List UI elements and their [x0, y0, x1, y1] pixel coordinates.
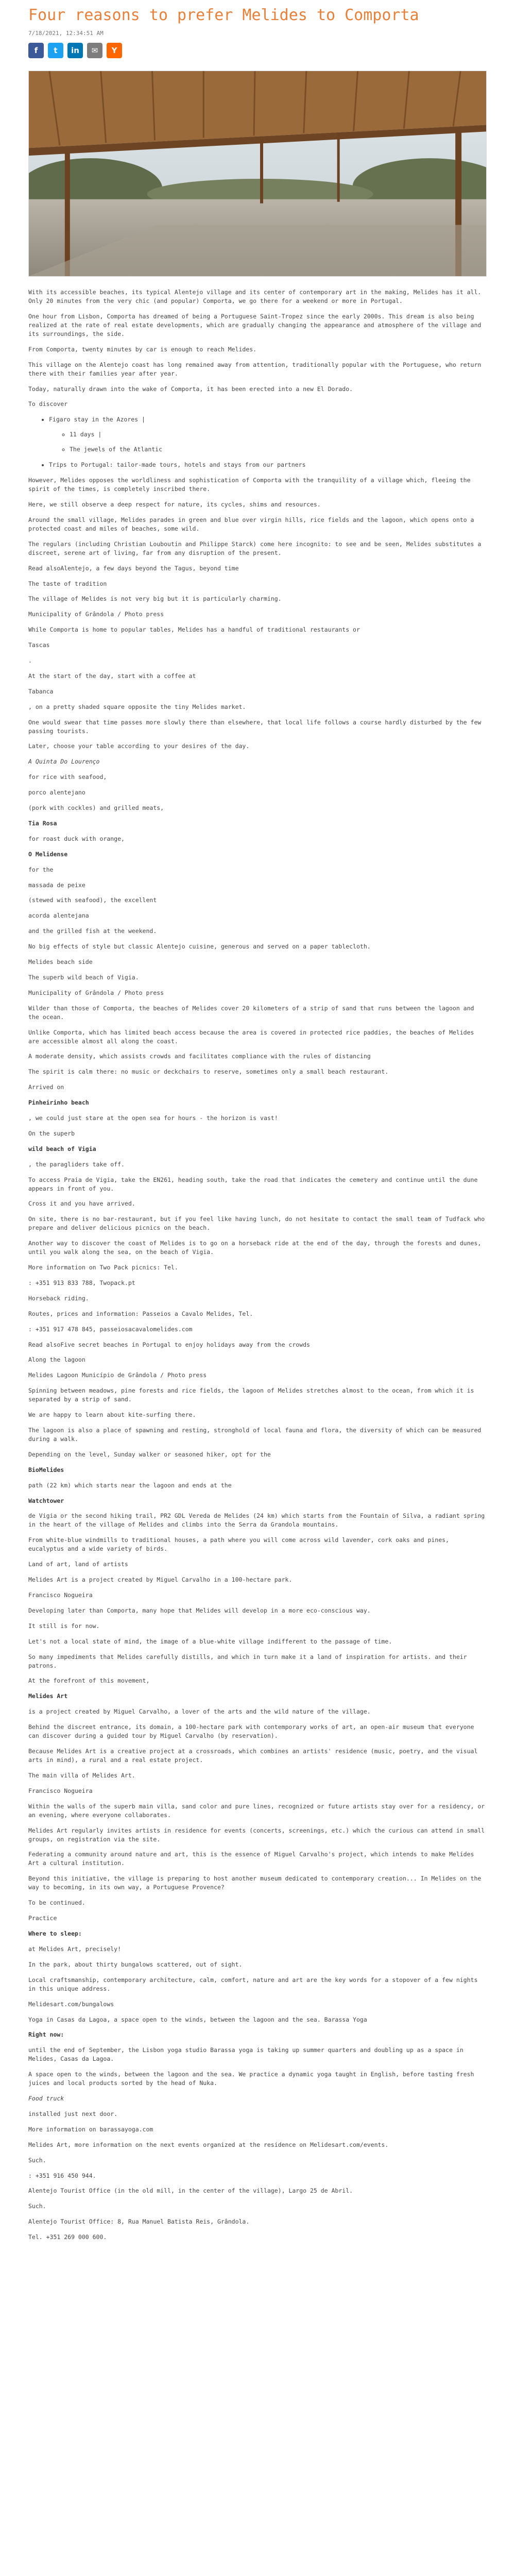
- y-icon: Y: [111, 46, 117, 55]
- paragraph: We are happy to learn about kite-surfing there.: [28, 1411, 196, 1419]
- paragraph: Alentejo Tourist Office: 8, Rua Manuel Batista Reis, Grândola.: [28, 2218, 250, 2226]
- paragraph: In the park, about thirty bungalows scattered, out of sight.: [28, 1960, 243, 1968]
- facebook-icon: f: [34, 46, 38, 55]
- twitter-share-button[interactable]: [48, 43, 63, 58]
- paragraph: Melides Lagoon Município de Grândola / Photo press: [28, 1371, 207, 1379]
- paragraph: for the: [28, 866, 54, 873]
- paragraph: , the paragliders take off.: [28, 1160, 125, 1168]
- paragraph: Read alsoAlentejo, a few days beyond the Tagus, beyond time: [28, 564, 239, 572]
- paragraph: Tascas: [28, 641, 50, 649]
- paragraph: Melides beach side: [28, 958, 93, 965]
- paragraph: for rice with seafood,: [28, 773, 107, 781]
- paragraph: One hour from Lisbon, Comporta has dreamed of being a Portuguese Saint-Tropez since the early 2000s. This dream is also being realized at the rate of real estate developments, which are gradually changing the appearance and atmosphere of the village and its surroundings, the side.: [28, 312, 482, 337]
- paragraph: Practice: [28, 1914, 57, 1922]
- paragraph: Tabanca: [28, 687, 54, 695]
- paragraph: Municipality of Grândola / Photo press: [28, 611, 164, 618]
- twitter-icon: t: [54, 46, 58, 55]
- paragraph: To access Praia de Vigia, take the EN261, heading south, take the road that indicates the cemetery and continue until the dune appears in front of you.: [28, 1176, 478, 1192]
- paragraph: Unlike Comporta, which has limited beach access because the area is covered in protected rice paddies, the beaches of Melides are accessible almost all along the coast.: [28, 1028, 474, 1045]
- paragraph: Read alsoFive secret beaches in Portugal to enjoy holidays away from the crowds: [28, 1341, 310, 1348]
- paragraph: Let's not a local state of mind, the image of a blue-white village indifferent to the passage of time.: [28, 1637, 392, 1645]
- paragraph: Land of art, land of artists: [28, 1561, 128, 1568]
- paragraph: One would swear that time passes more slowly there than elsewhere, that local life follows a course hardly disturbed by the few passing tourists.: [28, 718, 482, 735]
- paragraph: Here, we still observe a deep respect for nature, its cycles, shims and resources.: [28, 501, 321, 509]
- paragraph: It still is for now.: [28, 1622, 100, 1630]
- paragraph: At the forefront of this movement,: [28, 1677, 150, 1685]
- bullet-list: [28, 415, 487, 469]
- paragraph: More information on barassayoga.com: [28, 2125, 153, 2133]
- paragraph: (pork with cockles) and grilled meats,: [28, 804, 164, 812]
- paragraph: A Quinta Do Lourenço: [28, 758, 100, 766]
- paragraph: Melides Art: [28, 1692, 68, 1700]
- paragraph: Cross it and you have arrived.: [28, 1200, 135, 1208]
- paragraph: The lagoon is also a place of spawning and resting, stronghold of local fauna and flora, the diversity of which can be measured during a walk.: [28, 1427, 482, 1443]
- paragraph: A space open to the winds, between the lagoon and the sea. We practice a dynamic yoga taught in English, before tasting fresh juices and local products sorted by the head of Nuka.: [28, 2071, 474, 2087]
- paragraph: Federating a community around nature and art, this is the essence of Miguel Carvalho's project, which intends to make Melides Art a cultural institution.: [28, 1851, 474, 1867]
- paragraph: Watchtower: [28, 1497, 64, 1504]
- paragraph: Pinheirinho beach: [28, 1099, 89, 1107]
- paragraph: Francisco Nogueira: [28, 1591, 93, 1599]
- paragraph: At the start of the day, start with a coffee at: [28, 672, 196, 680]
- paragraph: Another way to discover the coast of Melides is to go on a horseback ride at the end of the day, through the forests and dunes, until you walk along the sea, on the beach of Vigia.: [28, 1240, 482, 1256]
- paragraph: Because Melides Art is a creative project at a crossroads, which combines an artists' residence (music, poetry, and the visual arts in mind), a rural and a real estate project.: [28, 1748, 478, 1764]
- paragraph: wild beach of Vigia: [28, 1145, 96, 1153]
- paragraph: : +351 916 450 944.: [28, 2172, 96, 2179]
- paragraph: Melides Art, more information on the next events organized at the residence on Melidesart.com/events.: [28, 2141, 389, 2148]
- pergola-photo: [29, 71, 486, 276]
- paragraph: , on a pretty shaded square opposite the tiny Melides market.: [28, 703, 246, 710]
- paragraph: , we could just stare at the open sea for hours - the horizon is vast!: [28, 1114, 278, 1122]
- paragraph: until the end of September, the Lisbon yoga studio Barassa yoga is taking up summer quarters and doubling up as a space in Melides, Casas da Lagoa.: [28, 2046, 464, 2063]
- paragraph: Developing later than Comporta, many hope that Melides will develop in a more eco-conscious way.: [28, 1606, 371, 1614]
- facebook-share-button[interactable]: [28, 43, 44, 58]
- hackernews-share-button[interactable]: [107, 43, 122, 58]
- paragraph: Local craftsmanship, contemporary architecture, calm, comfort, nature and art are the key words for a stopover of a few nights in this unique address.: [28, 1976, 478, 1992]
- paragraph: Yoga in Casas da Lagoa, a space open to the winds, between the lagoon and the sea. Barassa Yoga: [28, 2015, 367, 2023]
- paragraph: O Melidense: [28, 850, 68, 858]
- list-item-text: Figaro stay in the Azores |: [49, 416, 145, 423]
- share-bar: [28, 43, 487, 58]
- paragraph: is a project created by Miguel Carvalho, a lover of the arts and the wild nature of the village.: [28, 1708, 371, 1716]
- paragraph: A moderate density, which assists crowds and facilitates compliance with the rules of distancing: [28, 1053, 371, 1060]
- list-item-text: Trips to Portugal: tailor-made tours, hotels and stays from our partners: [49, 461, 306, 469]
- linkedin-icon: in: [71, 46, 79, 55]
- paragraph: Wilder than those of Comporta, the beaches of Melides cover 20 kilometers of a strip of sand that runs between the lagoon and the ocean.: [28, 1004, 474, 1021]
- paragraph: Today, naturally drawn into the wake of Comporta, it has been erected into a new El Dorado.: [28, 385, 353, 393]
- paragraph: The regulars (including Christian Louboutin and Philippe Starck) come here incognito: to see and be seen, Melides substitutes a discreet, serene art of living, far from any disruption of the present.: [28, 540, 482, 556]
- paragraph: Around the small village, Melides parades in green and blue over virgin hills, rice fields and the lagoon, which opens onto a protected coast and miles of beaches, some wild.: [28, 516, 474, 532]
- paragraph: The village of Melides is not very big but it is particularly charming.: [28, 595, 282, 603]
- paragraph: With its accessible beaches, its typical Alentejo village and its center of contemporary art in the making, Melides has it all. Only 20 minutes from the very chic (and popular) Comporta, we go there for a weekend or more in Portugal.: [28, 289, 482, 304]
- article-body: [28, 288, 487, 2242]
- paragraph: BioMelides: [28, 1466, 64, 1473]
- paragraph: Along the lagoon: [28, 1356, 85, 1364]
- paragraph: The spirit is calm there: no music or deckchairs to reserve, sometimes only a small beach restaurant.: [28, 1068, 389, 1076]
- paragraph: This village on the Alentejo coast has long remained away from attention, traditionally popular with the Portuguese, who return there with their families year after year.: [28, 361, 482, 377]
- paragraph: On site, there is no bar-restaurant, but if you feel like having lunch, do not hesitate to contact the small team of Tudfack who prepare and deliver delicious picnics on the beach.: [28, 1215, 485, 1232]
- paragraph: massada de peixe: [28, 881, 85, 889]
- mail-icon: ✉: [91, 46, 98, 55]
- paragraph: The superb wild beach of Vigia.: [28, 973, 139, 981]
- paragraph: Melidesart.com/bungalows: [28, 2000, 114, 2008]
- paragraph: (stewed with seafood), the excellent: [28, 896, 157, 904]
- paragraph: Melides Art regularly invites artists in residence for events (concerts, screenings, etc.) which the curious can attend in small groups, on registration via the site.: [28, 1826, 485, 1843]
- paragraph: Municipality of Grândola / Photo press: [28, 989, 164, 996]
- paragraph: acorda alentejana: [28, 912, 89, 920]
- paragraph: for roast duck with orange,: [28, 835, 125, 842]
- paragraph: From Comporta, twenty minutes by car is enough to reach Melides.: [28, 345, 257, 353]
- paragraph: Spinning between meadows, pine forests and rice fields, the lagoon of Melides stretches almost to the ocean, from which it is separated by a strip of sand.: [28, 1387, 474, 1403]
- paragraph: No big effects of style but classic Alentejo cuisine, generous and served on a paper tablecloth.: [28, 943, 371, 951]
- paragraph: Depending on the level, Sunday walker or seasoned hiker, opt for the: [28, 1450, 271, 1458]
- email-share-button[interactable]: [87, 43, 102, 58]
- paragraph: .: [28, 657, 32, 665]
- list-item: [49, 415, 487, 454]
- paragraph: So many impediments that Melides carefully distills, and which in turn make it a land of inspiration for artists. and their patrons.: [28, 1653, 467, 1669]
- article-date: 7/18/2021, 12:34:51 AM: [28, 30, 104, 37]
- paragraph: path (22 km) which starts near the lagoon and ends at the: [28, 1481, 232, 1489]
- paragraph: de Vigia or the second hiking trail, PR2 GDL Vereda de Melides (24 km) which starts from the Fountain of Silva, a radiant spring in the heart of the village of Melides and climbs into the Serra da Grandola mountains.: [28, 1512, 485, 1529]
- paragraph: Behind the discreet entrance, its domain, a 100-hectare park with contemporary works of art, an open-air museum that everyone can discover during a guided tour by Miguel Carvalho (by reservation).: [28, 1723, 474, 1740]
- paragraph: Beyond this initiative, the village is preparing to host another museum dedicated to contemporary creation... In Melides on the way to becoming, in its own way, a Portuguese Provence?: [28, 1875, 482, 1891]
- paragraph: porco alentejano: [28, 789, 85, 796]
- paragraph: To be continued.: [28, 1899, 85, 1907]
- paragraph: : +351 917 478 845, passeiosacavalomelides.com: [28, 1325, 193, 1333]
- paragraph: Arrived on: [28, 1083, 64, 1091]
- paragraph: On the superb: [28, 1129, 75, 1137]
- paragraph: and the grilled fish at the weekend.: [28, 927, 157, 935]
- paragraph: More information on Two Pack picnics: Tel.: [28, 1264, 178, 1272]
- paragraph: To discover: [28, 400, 68, 408]
- paragraph: Alentejo Tourist Office (in the old mill, in the center of the village), Largo 25 de Abril.: [28, 2187, 353, 2195]
- sub-list: [49, 430, 487, 454]
- paragraph: Within the walls of the superb main villa, sand color and pure lines, recognized or future artists stay over for a residency, or an evening, where everyone collaborates.: [28, 1802, 485, 1819]
- paragraph: Such.: [28, 2202, 46, 2210]
- paragraph: Such.: [28, 2156, 46, 2164]
- paragraph: : +351 913 833 788, Twopack.pt: [28, 1279, 135, 1286]
- paragraph: Tel. +351 269 000 600.: [28, 2233, 107, 2241]
- paragraph: at Melides Art, precisely!: [28, 1945, 122, 1953]
- list-item: [49, 461, 487, 469]
- linkedin-share-button[interactable]: [67, 43, 83, 58]
- paragraph: Food truck: [28, 2095, 64, 2103]
- paragraph: Horseback riding.: [28, 1294, 89, 1302]
- paragraph: Where to sleep:: [28, 1930, 82, 1938]
- paragraph: Francisco Nogueira: [28, 1787, 93, 1794]
- paragraph: Right now:: [28, 2031, 64, 2039]
- hero-image: [28, 71, 487, 277]
- paragraph: Routes, prices and information: Passeios a Cavalo Melides, Tel.: [28, 1310, 253, 1317]
- paragraph: Melides Art is a project created by Miguel Carvalho in a 100-hectare park.: [28, 1576, 293, 1584]
- sub-list-item: ◦ The jewels of the Atlantic: [70, 445, 487, 454]
- paragraph: Later, choose your table according to your desires of the day.: [28, 742, 250, 750]
- paragraph: While Comporta is home to popular tables, Melides has a handful of traditional restaurants or: [28, 626, 360, 634]
- sub-list-item: ◦ 11 days |: [70, 430, 487, 439]
- paragraph: The main villa of Melides Art.: [28, 1771, 135, 1779]
- article-title: Four reasons to prefer Melides to Comporta: [28, 6, 419, 24]
- paragraph: installed just next door.: [28, 2110, 118, 2117]
- paragraph: From white-blue windmills to traditional houses, a path where you will come across wild lavender, cork oaks and pines, eucalyptus and a wide variety of birds.: [28, 1536, 449, 1553]
- article-container: [28, 0, 487, 2242]
- paragraph: Tia Rosa: [28, 819, 57, 827]
- paragraph: However, Melides opposes the worldliness and sophistication of Comporta with the tranquility of a village which, fleeing the spirit of the times, is completely inscribed there.: [28, 477, 471, 493]
- paragraph: The taste of tradition: [28, 580, 107, 587]
